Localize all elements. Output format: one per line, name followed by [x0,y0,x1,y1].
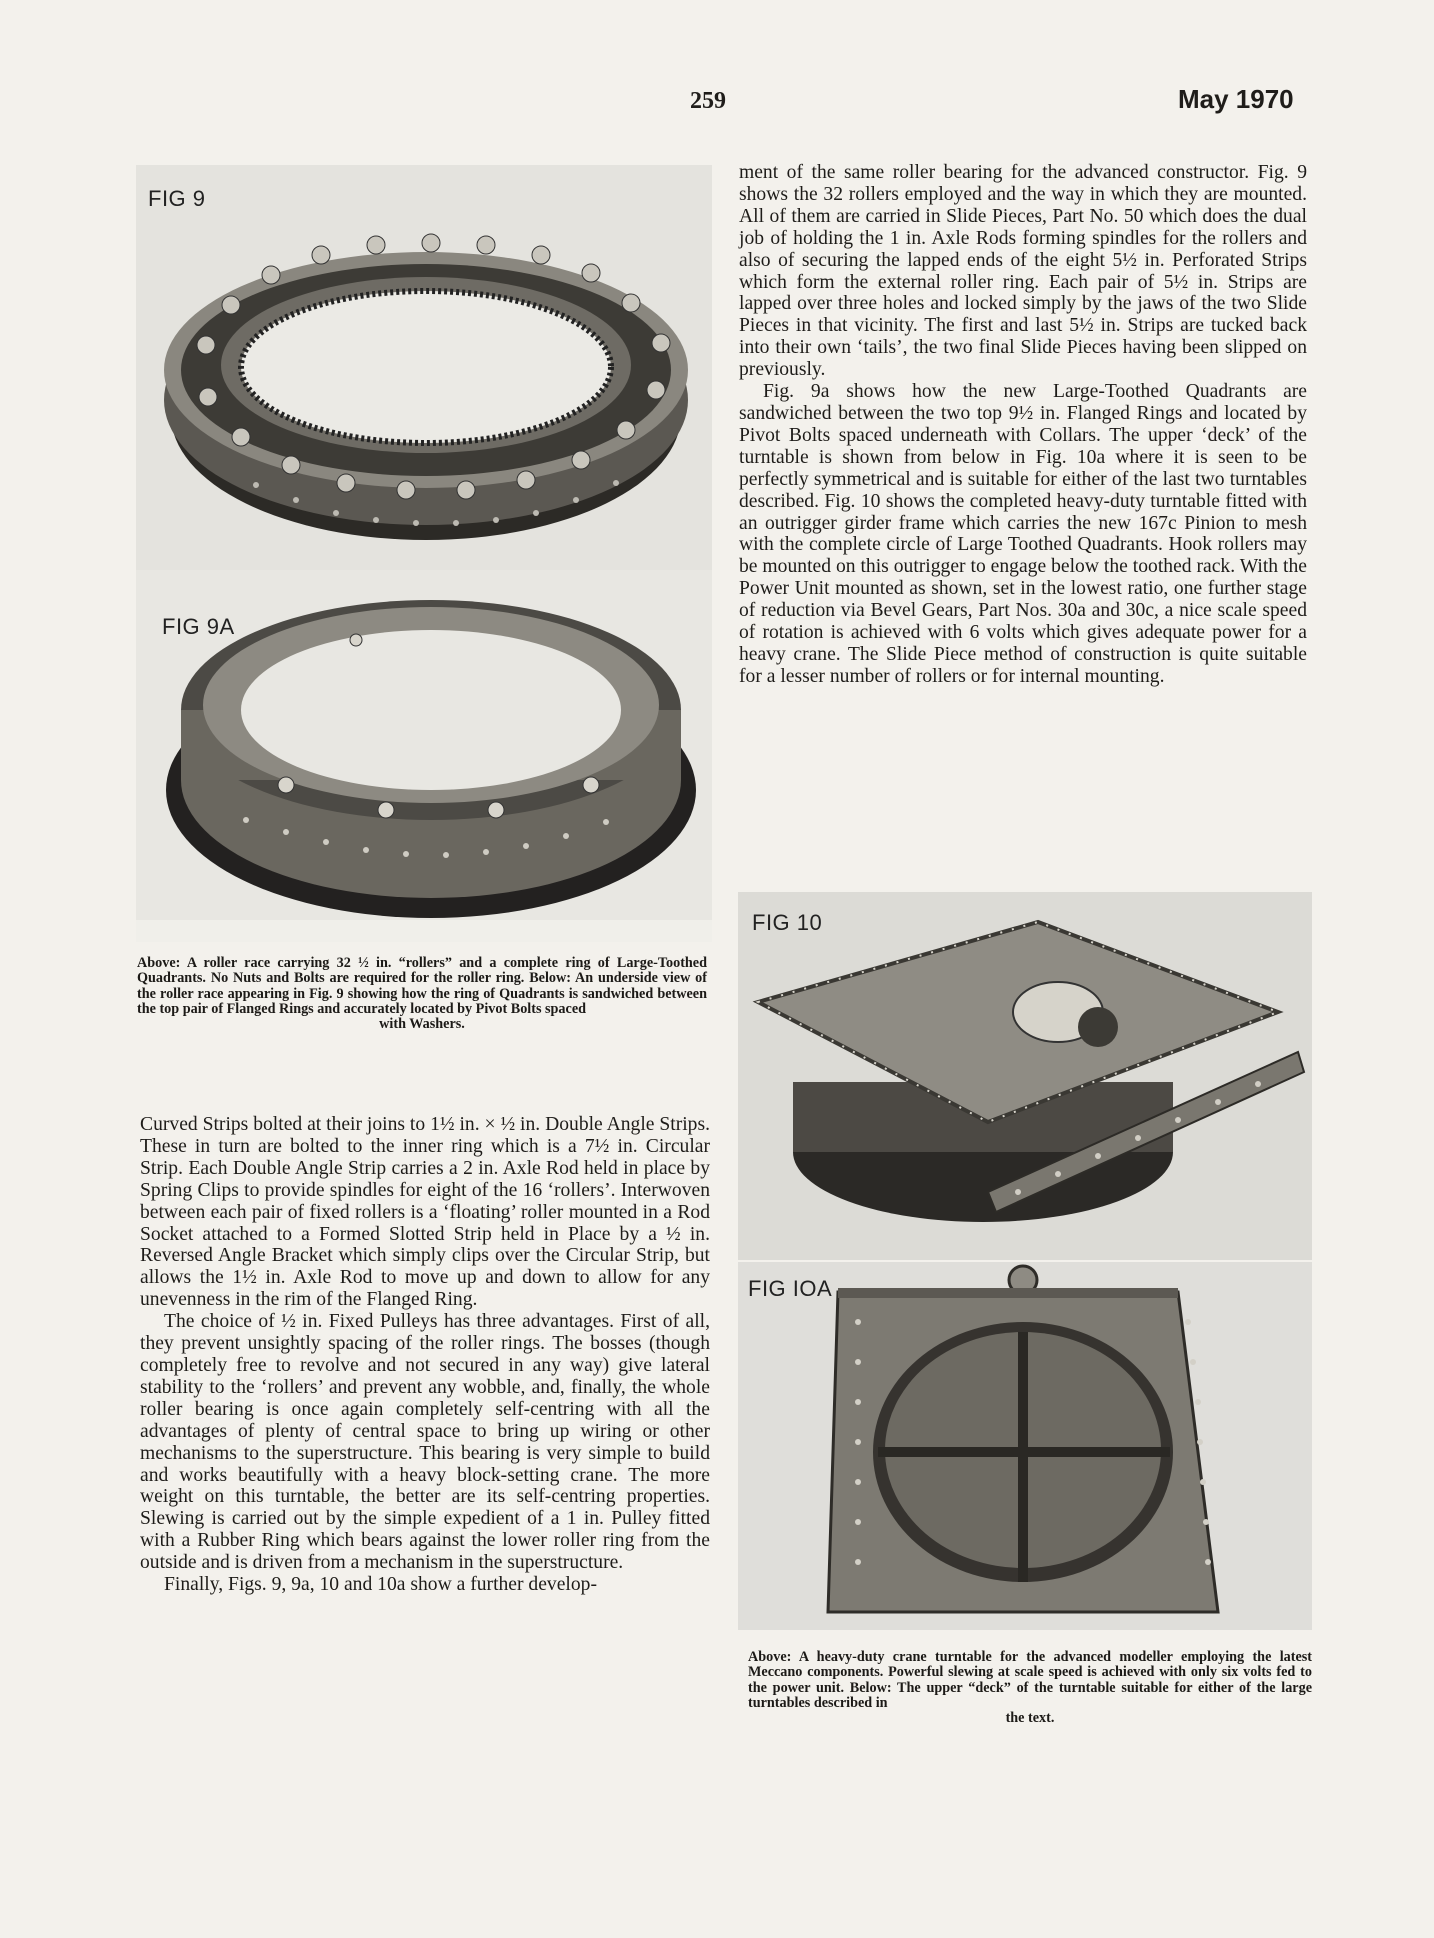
fig10a-photo [738,1262,1312,1630]
issue-date: May 1970 [1178,84,1294,114]
right-paragraph-1: ment of the same roller bearing for the advanced constructor. Fig. 9 shows the 32 rollers employed and the way in which they are mounted. All of them are carried in Slide Pieces, Part No. 50 which does the dual job of holding the 1 in. Axle Rods forming spindles for the rollers and also of securing the lapped ends of the eight 5½ in. Perforated Strips which form the external roller ring. Each pair of 5½ in. Strips are lapped over three holes and locked simply by the jaws of the two Slide Pieces in that vicinity. The first and last 5½ in. Strips are tucked back into their own ‘tails’, the two final Slide Pieces having been slipped on previously. [739,162,1307,381]
left-figure-caption [137,956,707,1032]
fig10a-label: FIG IOA [748,1276,833,1301]
right-figure-caption [748,1650,1312,1726]
body-left-column [140,1114,710,1596]
right-caption-last-line: the text. [1005,1710,1055,1727]
left-paragraph-1: Curved Strips bolted at their joins to 1½ in. × ½ in. Double Angle Strips. These in turn are bolted to the inner ring which is a 7½ in. Circular Strip. Each Double Angle Strip carries a 2 in. Axle Rod held in place by Spring Clips to provide spindles for eight of the 16 ‘rollers’. Interwoven between each pair of fixed rollers is a ‘floating’ roller mounted in a Rod Socket attached to a Formed Slotted Strip held in Place by a ½ in. Reversed Angle Bracket which simply clips over the Circular Strip, but allows the 1½ in. Axle Rod to move up and down to allow for any unevenness in the rim of the Flanged Ring. [140,1114,710,1311]
left-caption-last-line: with Washers. [379,1016,465,1033]
fig10-label: FIG 10 [752,910,823,935]
page-number: 259 [690,88,726,114]
left-caption-text: Above: A roller race carrying 32 ½ in. “rollers” and a complete ring of Large-Toothed Quadrants. No Nuts and Bolts are required for the roller ring. Below: An underside view of the roller race appearing in Fig. 9 showing how the ring of Quadrants is sandwiched between the top pair of Flanged Rings and accurately located by Pivot Bolts spaced [137,955,707,1017]
left-paragraph-2: The choice of ½ in. Fixed Pulleys has three advantages. First of all, they prevent unsightly spacing of the roller rings. The bosses (though completely free to revolve and not secured in any way) give lateral stability to the ‘rollers’ and prevent any wobble, and, finally, the whole roller bearing is once again completely self-centring with all the advantages of plenty of central space to bring up wiring or other mechanisms to the superstructure. This bearing is very simple to build and works beautifully with a heavy block-setting crane. The more weight on this turntable, the better are its self-centring properties. Slewing is carried out by the simple expedient of a 1 in. Pulley fitted with a Rubber Ring which bears against the lower roller ring from the outside and is driven from a mechanism in the superstructure. [140,1311,710,1574]
right-paragraph-2: Fig. 9a shows how the new Large-Toothed Quadrants are sandwiched between the two top 9½ in. Flanged Rings and located by Pivot Bolts spaced underneath with Collars. The upper ‘deck’ of the turntable is shown from below in Fig. 10a where it is seen to be perfectly symmetrical and is suitable for either of the last two turntables described. Fig. 10 shows the completed heavy-duty turntable fitted with an outrigger girder frame which carries the new 167c Pinion to mesh with the complete circle of Large Toothed Quadrants. Hook rollers may be mounted on this outrigger to engage below the toothed rack. With the Power Unit mounted as shown, set in the lowest ratio, one further stage of reduction via Bevel Gears, Part Nos. 30a and 30c, a nice scale speed of rotation is achieved with 6 volts which gives adequate power for a heavy crane. The Slide Piece method of construction is quite suitable for a lesser number of rollers or for internal mounting. [739,381,1307,687]
body-right-column [739,162,1307,688]
fig10-photo [738,892,1312,1260]
right-caption-text: Above: A heavy-duty crane turntable for the advanced modeller employing the latest Meccano components. Powerful slewing at scale speed is achieved with only six volts fed to the power unit. Below: The upper “deck” of the turntable suitable for either of the large turntables described in [748,1649,1312,1711]
left-paragraph-3: Finally, Figs. 9, 9a, 10 and 10a show a further develop- [164,1574,597,1596]
fig9a-label: FIG 9A [162,614,235,639]
fig9-photo [136,165,712,570]
fig9-label: FIG 9 [148,186,206,211]
